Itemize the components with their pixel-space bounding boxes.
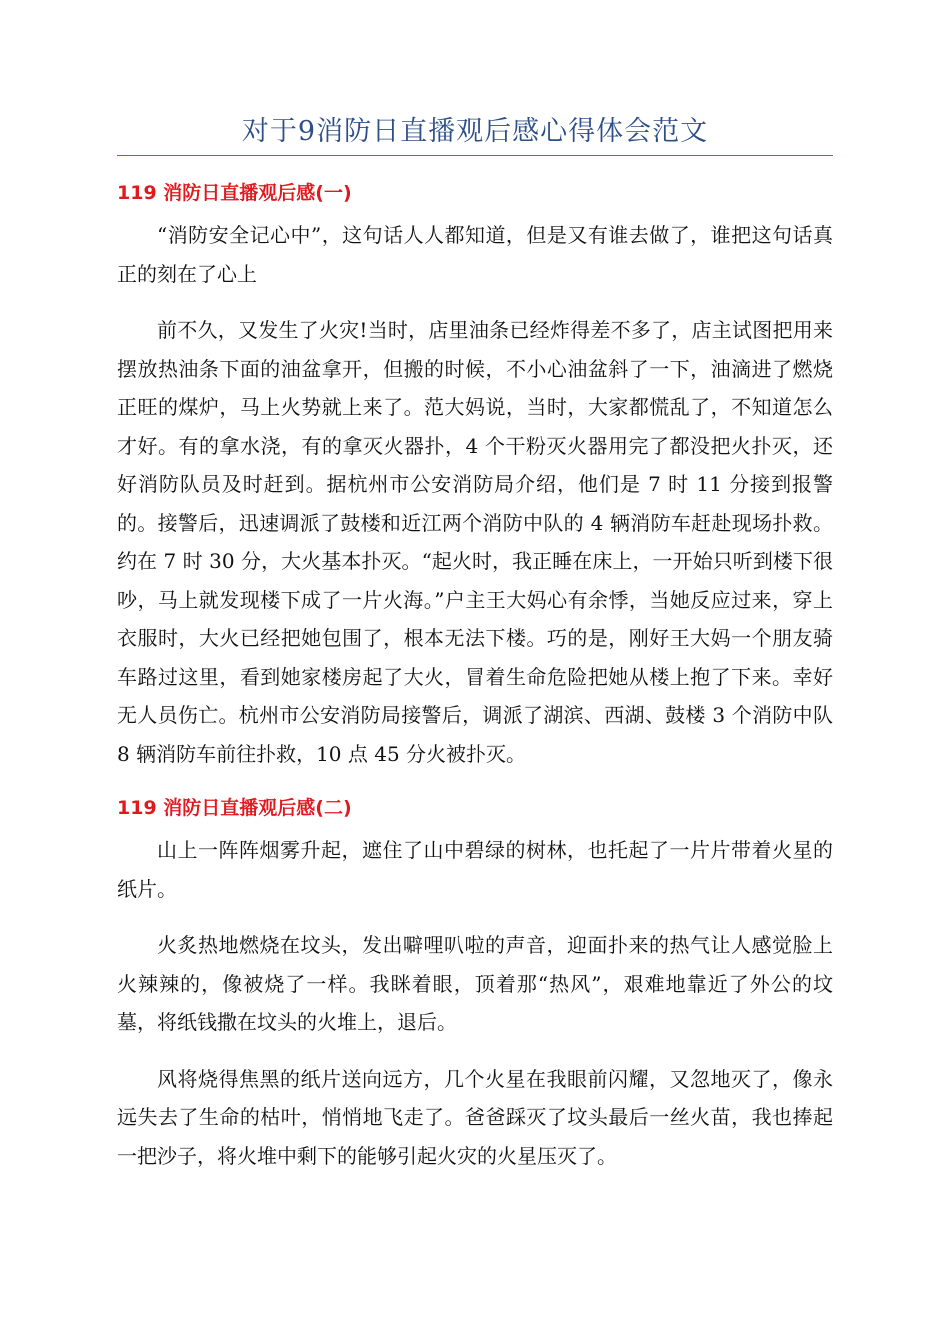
page-title: 对于9消防日直播观后感心得体会范文: [241, 116, 709, 147]
paragraph: 火炙热地燃烧在坟头，发出噼哩叭啦的声音，迎面扑来的热气让人感觉脸上火辣辣的，像被烧了一样。我眯着眼，顶着那“热风”，艰难地靠近了外公的坟墓，将纸钱撒在坟头的火堆上，退后。: [117, 933, 833, 1034]
section-heading: 119 消防日直播观后感(一): [117, 182, 352, 204]
document-body: [117, 176, 833, 1193]
paragraph: 前不久，又发生了火灾!当时，店里油条已经炸得差不多了，店主试图把用来摆放热油条下面的油盆拿开，但搬的时候，不小心油盆斜了一下，油滴进了燃烧正旺的煤炉，马上火势就上来了。范大妈说，当时，大家都慌乱了，不知道怎么才好。有的拿水浇，有的拿灭火器扑，4 个干粉灭火器用完了都没把火扑灭，还好消防队员及时赶到。据杭州市公安消防局介绍，他们是 7 时 11 分接到报警的。接警后，迅速调派了鼓楼和近江两个消防中队的 4 辆消防车赶赴现场扑救。约在 7 时 30 分，大火基本扑灭。“起火时，我正睡在床上，一开始只听到楼下很吵，马上就发现楼下成了一片火海。”户主王大妈心有余悸，当她反应过来，穿上衣服时，大火已经把她包围了，根本无法下楼。巧的是，刚好王大妈一个朋友骑车路过这里，看到她家楼房起了大火，冒着生命危险把她从楼上抱了下来。幸好无人员伤亡。杭州市公安消防局接警后，调派了湖滨、西湖、鼓楼 3 个消防中队 8 辆消防车前往扑救，10 点 45 分火被扑灭。: [117, 318, 833, 766]
paragraph: 山上一阵阵烟雾升起，遮住了山中碧绿的树林，也托起了一片片带着火星的纸片。: [117, 838, 833, 901]
paragraph: 风将烧得焦黑的纸片送向远方，几个火星在我眼前闪耀，又忽地灭了，像永远失去了生命的枯叶，悄悄地飞走了。爸爸踩灭了坟头最后一丝火苗，我也捧起一把沙子，将火堆中剩下的能够引起火灾的火星压灭了。: [117, 1066, 833, 1168]
section-2: [117, 791, 833, 1175]
paragraph: “消防安全记心中”，这句话人人都知道，但是又有谁去做了，谁把这句话真正的刻在了心上: [117, 223, 833, 286]
section-heading: 119 消防日直播观后感(二): [117, 797, 352, 819]
title-underline: [117, 155, 833, 156]
section-1: [117, 176, 833, 773]
